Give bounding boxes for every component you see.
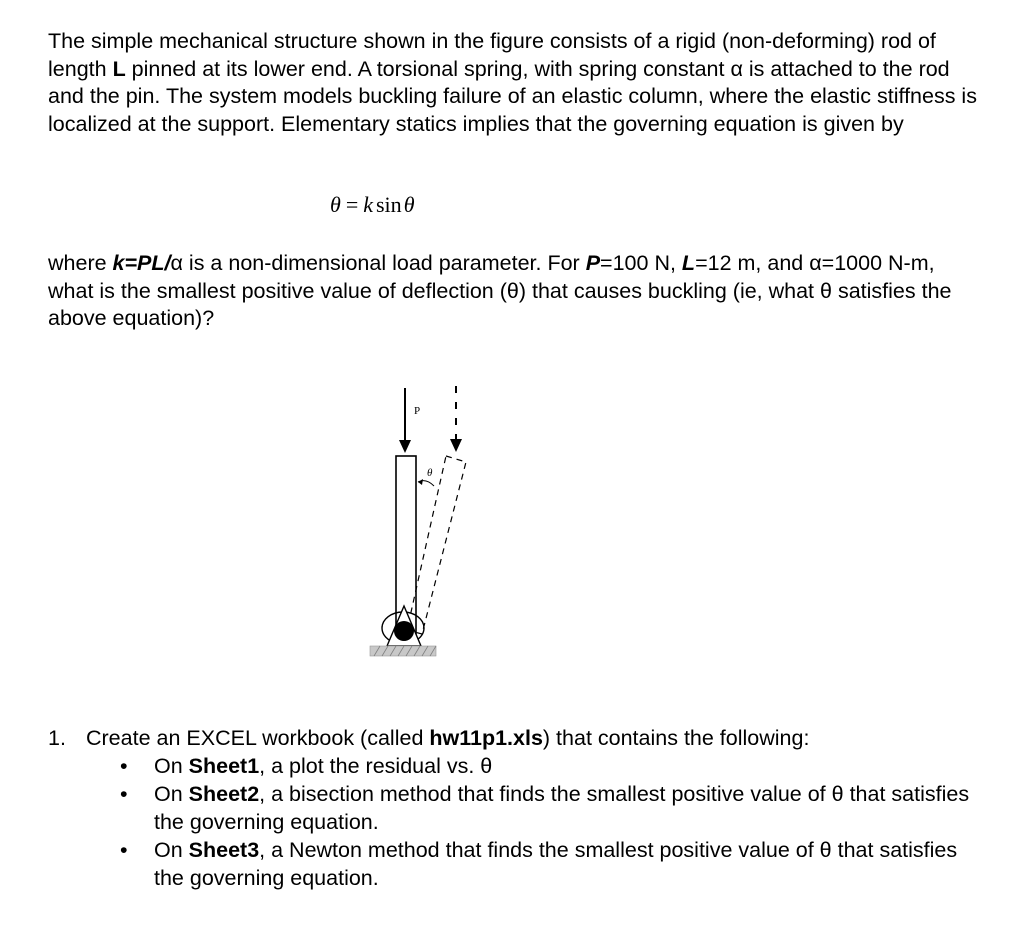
theta-symbol: θ — [506, 278, 519, 303]
deflected-load-arrow-head — [450, 439, 462, 452]
item-text: On — [154, 754, 189, 778]
load-symbol: P — [585, 251, 601, 275]
sheet-name: Sheet2 — [188, 782, 260, 806]
sheet-name: Sheet1 — [188, 754, 260, 778]
theta-symbol: θ — [820, 278, 832, 303]
requirements-list — [48, 752, 988, 892]
length-symbol: L — [681, 251, 696, 275]
theta-symbol: θ — [480, 754, 493, 778]
bullet-icon: • — [120, 838, 128, 862]
angle-label: θ — [427, 467, 433, 479]
alpha-symbol: α — [170, 251, 183, 275]
equation-lhs: θ — [330, 192, 341, 217]
load-label: P — [414, 405, 421, 417]
equation-theta: θ — [403, 192, 415, 217]
question-text-2: ) that contains the following: — [542, 726, 810, 750]
intro-text-2: pinned at its lower end. A torsional spring, with spring constant — [125, 56, 731, 81]
list-item — [48, 752, 988, 780]
item-text: , a Newton method that finds the smallest positive value of — [259, 838, 820, 862]
list-item — [48, 836, 988, 892]
where-text-3: ) that causes buckling (ie, what — [518, 278, 821, 303]
workbook-filename: hw11p1.xls — [429, 726, 543, 750]
load-arrow-head — [399, 440, 411, 453]
rigid-rod — [396, 456, 416, 634]
item-text: On — [154, 838, 189, 862]
question-heading — [48, 724, 988, 752]
alpha-value: =1000 N-m, what is the smallest positive value of deflection ( — [48, 251, 935, 303]
sheet-name: Sheet3 — [188, 838, 260, 862]
equation-k: k — [363, 192, 373, 217]
alpha-symbol: α — [730, 56, 743, 81]
theta-symbol: θ — [819, 838, 832, 862]
load-value: =100 N, — [600, 251, 682, 275]
item-text: that satisfies the governing equation. — [154, 838, 958, 890]
equation-equals: = — [345, 192, 359, 217]
where-paragraph — [48, 250, 978, 333]
intro-paragraph — [48, 28, 978, 138]
where-text-2: is a non-dimensional load parameter. For — [182, 251, 586, 275]
column-buckling-figure — [360, 378, 490, 673]
length-symbol: L — [112, 56, 126, 81]
length-value: =12 m, and — [695, 251, 804, 275]
governing-equation — [330, 192, 415, 218]
angle-arrow-head — [418, 479, 423, 485]
list-item — [48, 780, 988, 836]
item-text: , a bisection method that finds the smallest positive value of — [259, 782, 832, 806]
item-text: , a plot the residual vs. — [259, 754, 481, 778]
where-text-4: satisfies the above equation)? — [48, 278, 952, 330]
pin-joint — [394, 621, 414, 641]
equation-sin: sin — [376, 192, 402, 217]
question-number: 1. — [48, 726, 66, 750]
item-text: that satisfies the governing equation. — [154, 782, 970, 834]
k-definition: k=PL/ — [112, 251, 171, 275]
intro-text-3: is attached to the rod and the pin. The system models buckling failure of an elastic column, where the elastic stiffness is localized at the support. Elementary statics implies that the governing equation is given by — [48, 56, 977, 136]
where-text-1: where — [48, 251, 113, 275]
item-text: On — [154, 782, 189, 806]
theta-symbol: θ — [831, 782, 844, 806]
question-text-1: Create an EXCEL workbook (called — [86, 726, 430, 750]
intro-text-1: The simple mechanical structure shown in the figure consists of a rigid (non-deforming) rod of length — [48, 29, 936, 81]
bullet-icon: • — [120, 754, 128, 778]
question-1 — [48, 724, 988, 892]
bullet-icon: • — [120, 782, 128, 806]
alpha-symbol: α — [809, 251, 822, 275]
